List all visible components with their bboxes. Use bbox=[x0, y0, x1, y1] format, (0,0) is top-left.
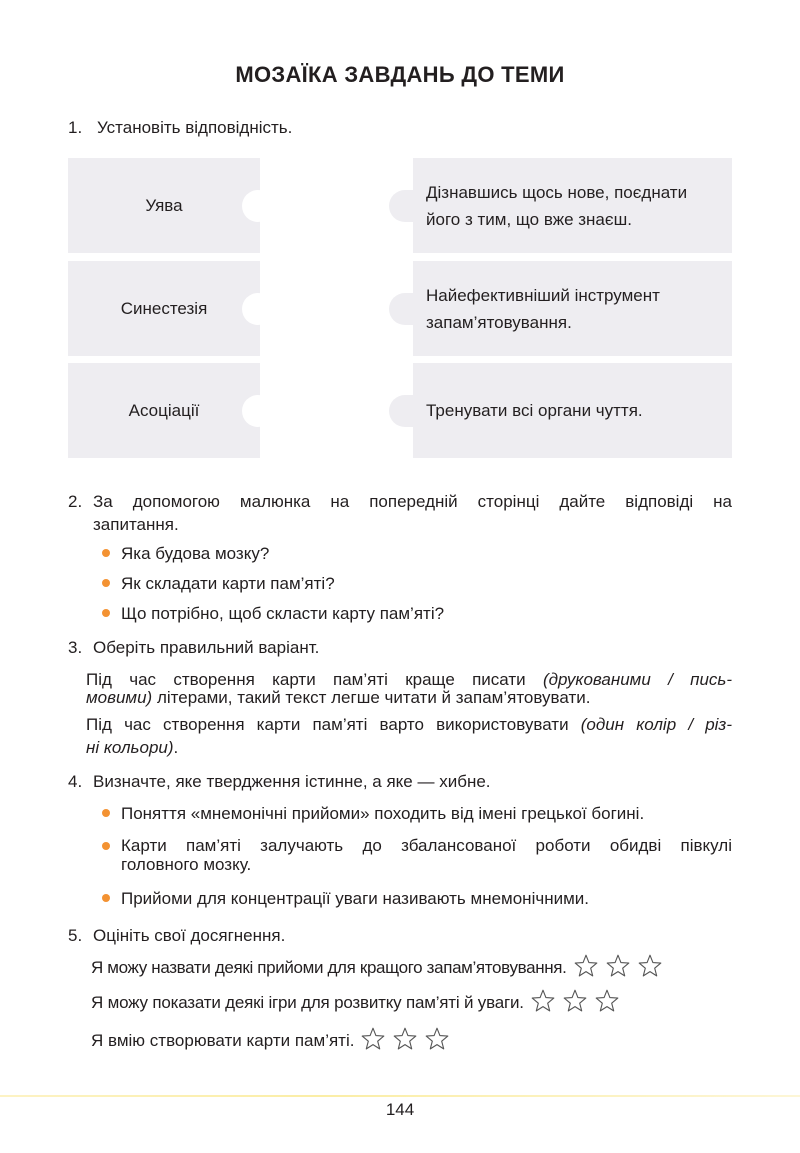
task-4-bullet-1: Поняття «мнемонічні прийоми» походить від імені грецької богині. bbox=[121, 804, 645, 823]
orange-dot-icon bbox=[102, 549, 110, 557]
star-outline-icon[interactable] bbox=[562, 988, 588, 1014]
orange-dot-icon bbox=[102, 579, 110, 587]
task-4-text: Визначте, яке твердження істинне, а яке — хибне. bbox=[93, 772, 491, 791]
orange-dot-icon bbox=[102, 894, 110, 902]
task-4-bullet-2-line-2: головного мозку. bbox=[121, 855, 252, 874]
task-3-p2-end: . bbox=[173, 738, 179, 757]
match-card-left-1[interactable] bbox=[68, 158, 260, 253]
self-assessment-text: Я можу назвати деякі прийоми для кращого запам’ятовування. bbox=[91, 958, 567, 977]
task-3-paragraph-1-line-2 bbox=[86, 686, 590, 710]
page-number: 144 bbox=[385, 1100, 415, 1119]
task-3-p1-text: Під час створення карти пам’яті краще писати bbox=[86, 670, 543, 689]
task-4-bullet-2-line-1: Карти пам’яті залучають до збалансованої роботи обидві півкулі bbox=[121, 836, 732, 855]
task-5-text: Оцініть свої досягнення. bbox=[93, 926, 286, 945]
task-2-line-1: За допомогою малюнка на попередній сторінці дайте відповіді на bbox=[93, 492, 732, 511]
puzzle-notch-icon bbox=[242, 395, 274, 427]
star-rating[interactable] bbox=[360, 1026, 456, 1054]
match-card-left-label: Асоціації bbox=[128, 401, 200, 420]
page-title: МОЗАЇКА ЗАВДАНЬ ДО ТЕМИ bbox=[235, 62, 565, 87]
star-outline-icon[interactable] bbox=[424, 1026, 450, 1052]
task-4-bullet-3: Прийоми для концентрації уваги називають мнемонічними. bbox=[121, 889, 589, 908]
self-assessment-item-3 bbox=[91, 1026, 456, 1054]
match-card-right-2[interactable] bbox=[413, 261, 732, 356]
star-outline-icon[interactable] bbox=[637, 953, 663, 979]
match-card-right-label: Тренувати всі органи чуття. bbox=[426, 401, 643, 420]
match-card-right-label: Дізнавшись щось нове, поєднати його з тим, що вже знаєш. bbox=[426, 182, 688, 229]
footer-divider bbox=[0, 1095, 800, 1097]
match-card-right-label: Найефективніший інструмент запам’ятовування. bbox=[426, 285, 660, 332]
orange-dot-icon bbox=[102, 609, 110, 617]
task-2-bullet-3: Що потрібно, щоб скласти карту пам’яті? bbox=[121, 604, 445, 623]
task-1-text: Установіть відповідність. bbox=[97, 118, 293, 137]
task-5-number: 5. bbox=[68, 926, 83, 945]
task-3-p2-option-cont: ні кольори) bbox=[86, 738, 174, 757]
star-outline-icon[interactable] bbox=[392, 1026, 418, 1052]
task-3-p2-text: Під час створення карти пам’яті варто використовувати bbox=[86, 715, 581, 734]
match-card-right-3[interactable] bbox=[413, 363, 732, 458]
star-outline-icon[interactable] bbox=[530, 988, 556, 1014]
task-3-paragraph-2-line-2 bbox=[86, 736, 178, 760]
puzzle-notch-icon bbox=[242, 190, 274, 222]
puzzle-notch-icon bbox=[242, 293, 274, 325]
star-outline-icon[interactable] bbox=[605, 953, 631, 979]
star-outline-icon[interactable] bbox=[594, 988, 620, 1014]
task-3-p1-option-cont: мовими) bbox=[86, 688, 153, 707]
star-rating[interactable] bbox=[573, 953, 669, 981]
match-card-left-2[interactable] bbox=[68, 261, 260, 356]
orange-dot-icon bbox=[102, 842, 110, 850]
task-3-paragraph-2-line-1 bbox=[86, 713, 732, 737]
self-assessment-text: Я можу показати деякі ігри для розвитку пам’яті й уваги. bbox=[91, 993, 524, 1012]
task-3-text: Оберіть правильний варіант. bbox=[93, 638, 320, 657]
match-card-left-label: Синестезія bbox=[120, 299, 208, 318]
task-3-p1-end: літерами, такий текст легше читати й запам’ятовувати. bbox=[152, 688, 591, 707]
task-2-bullet-2: Як складати карти пам’яті? bbox=[121, 574, 335, 593]
task-2-number: 2. bbox=[68, 492, 83, 511]
task-2-bullet-1: Яка будова мозку? bbox=[121, 544, 270, 563]
match-card-left-label: Уява bbox=[145, 196, 183, 215]
task-3-number: 3. bbox=[68, 638, 83, 657]
star-outline-icon[interactable] bbox=[360, 1026, 386, 1052]
task-3-p2-option: (один колір / різ- bbox=[580, 715, 732, 734]
match-card-right-1[interactable] bbox=[413, 158, 732, 253]
self-assessment-item-2 bbox=[91, 988, 626, 1016]
match-card-left-3[interactable] bbox=[68, 363, 260, 458]
orange-dot-icon bbox=[102, 809, 110, 817]
task-2-line-2: запитання. bbox=[93, 515, 179, 534]
task-4-number: 4. bbox=[68, 772, 83, 791]
self-assessment-text: Я вмію створювати карти пам’яті. bbox=[91, 1031, 355, 1050]
task-3-p1-option: (друкованими / пись- bbox=[542, 670, 732, 689]
task-1-number: 1. bbox=[68, 118, 83, 137]
star-outline-icon[interactable] bbox=[573, 953, 599, 979]
self-assessment-item-1 bbox=[91, 953, 669, 981]
star-rating[interactable] bbox=[530, 988, 626, 1016]
